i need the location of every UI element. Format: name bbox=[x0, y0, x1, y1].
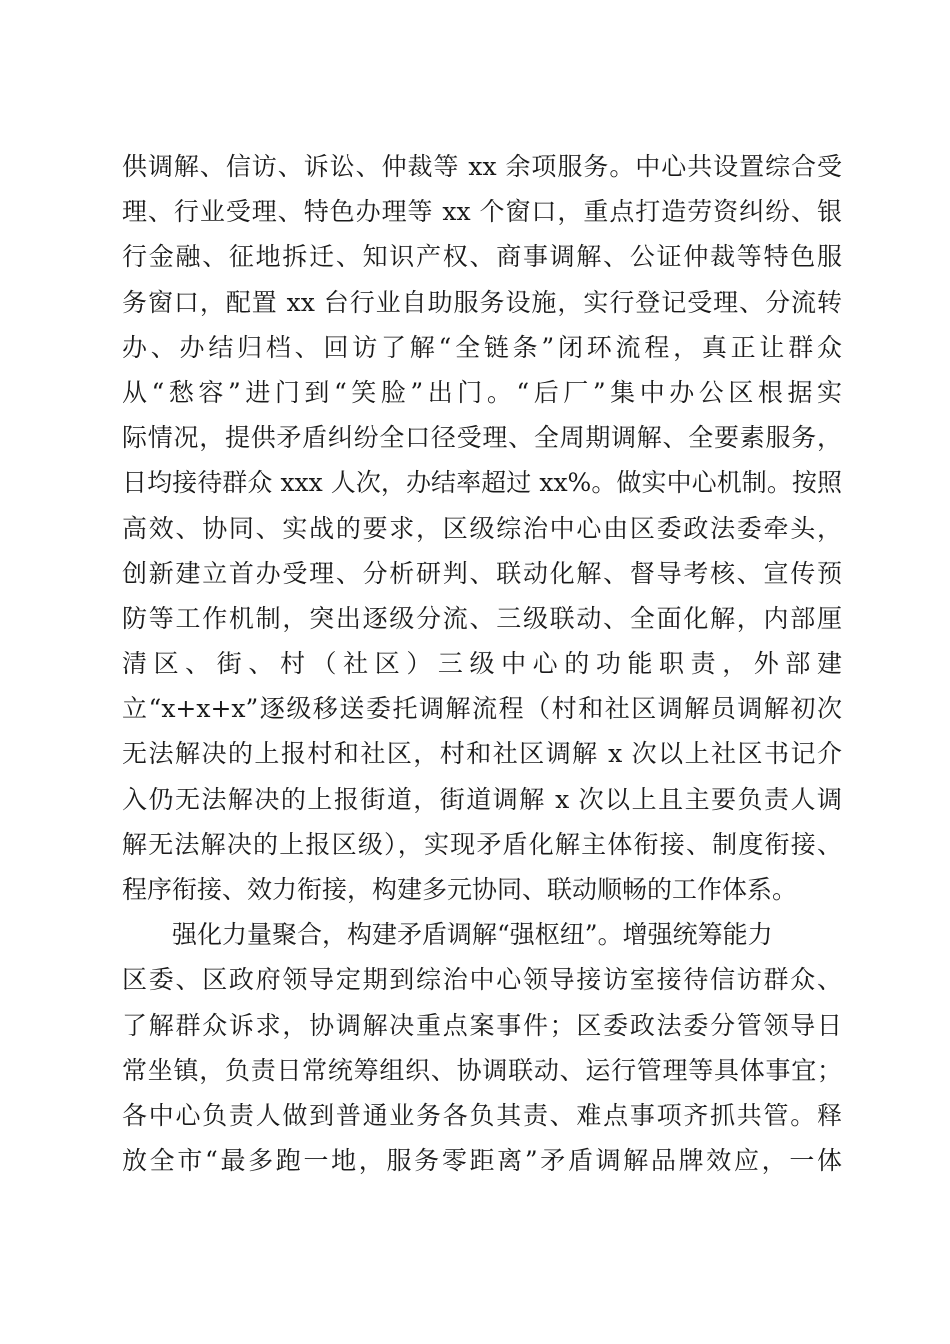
text-line: 解无法解决的上报区级），实现矛盾化解主体衔接、制度衔接、 bbox=[122, 829, 842, 859]
text-line: 际情况，提供矛盾纠纷全口径受理、全周期调解、全要素服务， bbox=[122, 423, 842, 453]
text-line: 区委、区政府领导定期到综治中心领导接访室接待信访群众、 bbox=[122, 965, 842, 995]
body-text bbox=[122, 144, 842, 1183]
text-line: 无法解决的上报村和社区，村和社区调解 x 次以上社区书记介 bbox=[122, 739, 842, 769]
text-line: 放全市“最多跑一地，服务零距离”矛盾调解品牌效应，一体 bbox=[122, 1146, 842, 1176]
text-line: 办、办结归档、回访了解“全链条”闭环流程，真正让群众 bbox=[122, 332, 842, 362]
text-line: 各中心负责人做到普通业务各负其责、难点事项齐抓共管。释 bbox=[122, 1100, 842, 1130]
text-line: 务窗口，配置 xx 台行业自助服务设施，实行登记受理、分流转 bbox=[122, 287, 842, 317]
text-line: 程序衔接、效力衔接，构建多元协同、联动顺畅的工作体系。 bbox=[122, 875, 798, 904]
text-line: 入仍无法解决的上报街道，街道调解 x 次以上且主要负责人调 bbox=[122, 784, 842, 814]
text-line: 创新建立首办受理、分析研判、联动化解、督导考核、宣传预 bbox=[122, 558, 842, 588]
text-line: 了解群众诉求，协调解决重点案事件；区委政法委分管领导日 bbox=[122, 1010, 842, 1040]
text-line: 防等工作机制，突出逐级分流、三级联动、全面化解，内部厘 bbox=[122, 603, 842, 633]
text-line: 强化力量聚合，构建矛盾调解“强枢纽”。增强统筹能力 bbox=[172, 920, 773, 950]
text-line: 供调解、信访、诉讼、仲裁等 xx 余项服务。中心共设置综合受 bbox=[122, 152, 842, 181]
text-line: 行金融、征地拆迁、知识产权、商事调解、公证仲裁等特色服 bbox=[122, 242, 842, 272]
text-line: 从“愁容”进门到“笑脸”出门。“后厂”集中办公区根据实 bbox=[122, 377, 842, 407]
text-line: 常坐镇，负责日常统筹组织、协调联动、运行管理等具体事宜； bbox=[122, 1055, 842, 1085]
paragraph-1 bbox=[122, 144, 842, 912]
text-line: 高效、协同、实战的要求，区级综治中心由区委政法委牵头， bbox=[122, 513, 842, 543]
text-line: 理、行业受理、特色办理等 xx 个窗口，重点打造劳资纠纷、银 bbox=[122, 197, 842, 227]
text-line: 日均接待群众 xxx 人次，办结率超过 xx%。做实中心机制。按照 bbox=[122, 468, 842, 498]
text-line: 清区、街、村（社区）三级中心的功能职责，外部建 bbox=[122, 649, 842, 679]
paragraph-2 bbox=[122, 912, 842, 1183]
text-line: 立“x+x+x”逐级移送委托调解流程（村和社区调解员调解初次 bbox=[122, 694, 842, 724]
